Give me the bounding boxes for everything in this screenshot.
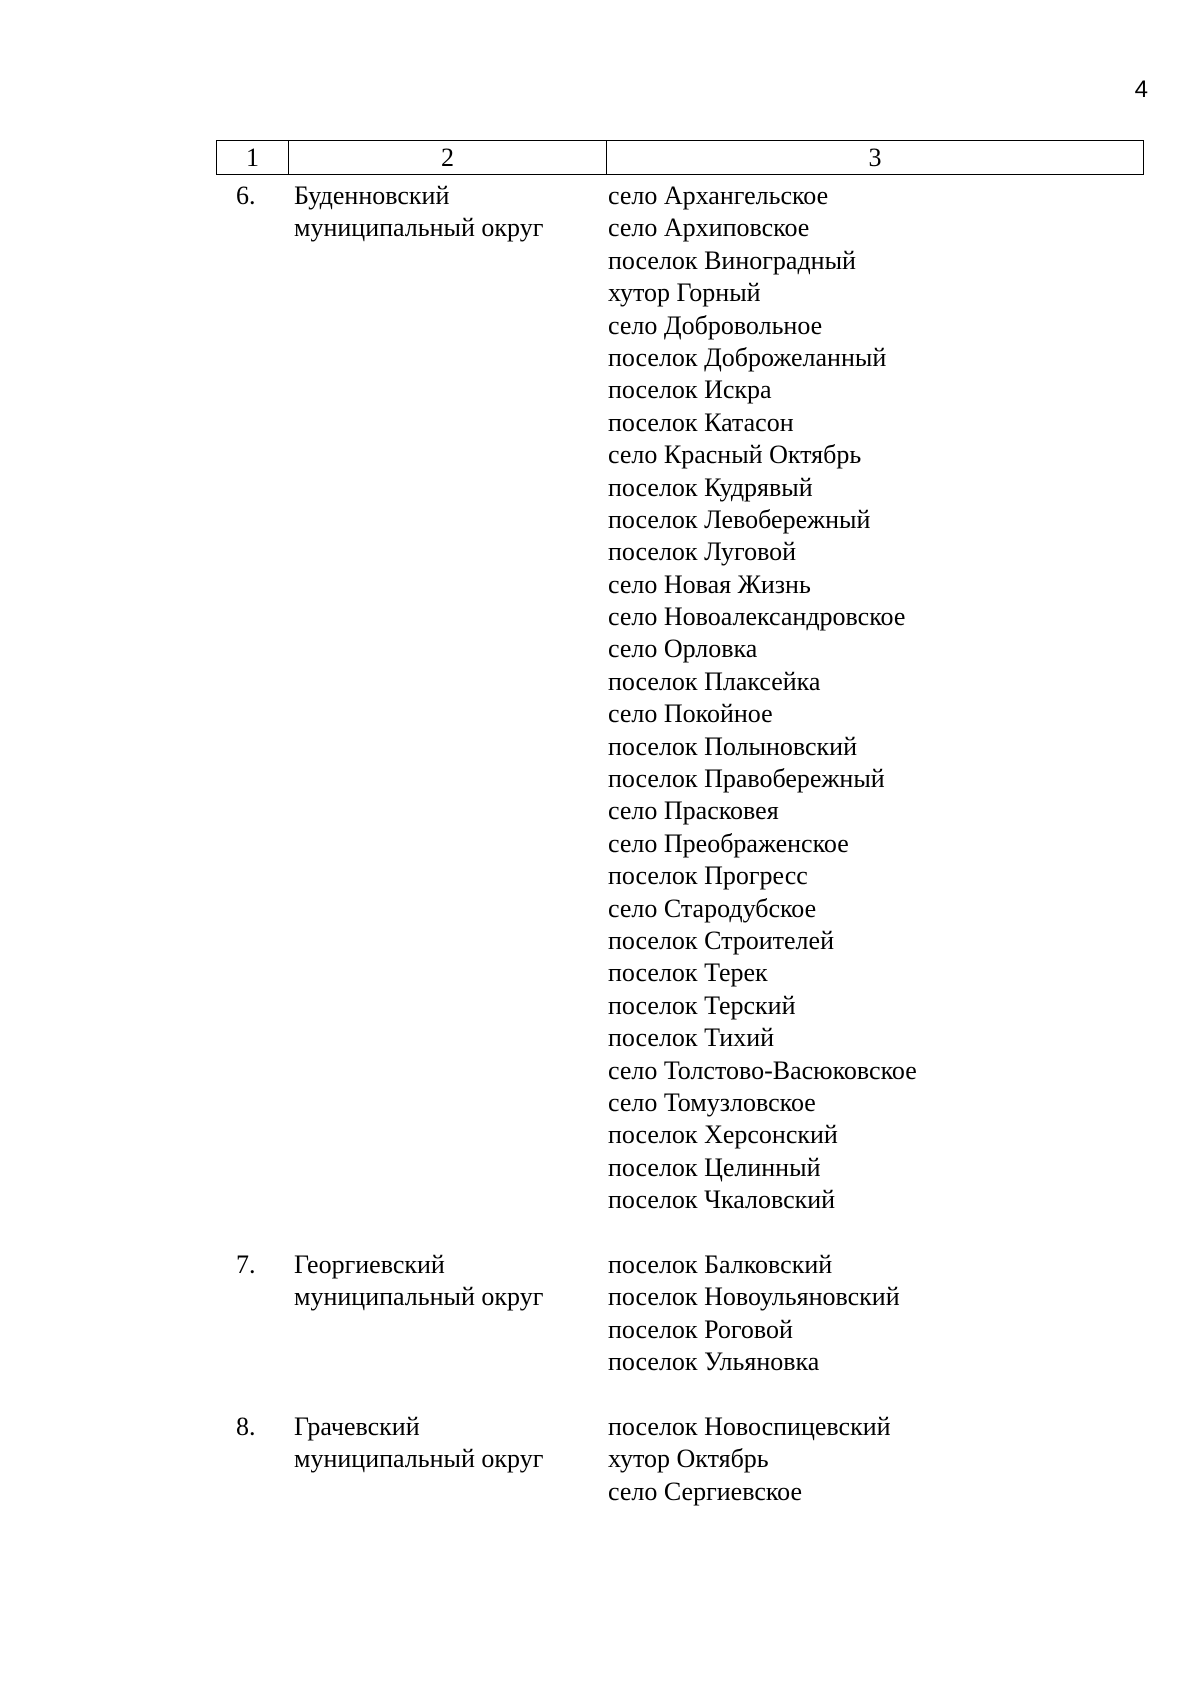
settlement-item: село Красный Октябрь (608, 440, 862, 470)
settlement-item: поселок Катасон (608, 407, 794, 437)
settlement-item: село Новая Жизнь (608, 569, 811, 599)
district-name-line: Георгиевский (294, 1249, 445, 1279)
district-name (294, 1249, 594, 1314)
district-name-line: Грачевский (294, 1411, 420, 1441)
header-col-2: 2 (289, 141, 607, 174)
settlement-item: поселок Терский (608, 990, 796, 1020)
settlement-list (608, 1411, 1200, 1508)
settlement-item: поселок Полыновский (608, 731, 857, 761)
settlement-item: село Сергиевское (608, 1476, 803, 1506)
district-name-line: Буденновский (294, 181, 450, 210)
settlement-item: село Архиповское (608, 213, 810, 243)
table-row (0, 1411, 1200, 1508)
settlement-item: поселок Новоульяновский (608, 1282, 900, 1312)
page-number: 4 (1134, 76, 1148, 103)
settlement-item: поселок Терек (608, 958, 768, 988)
header-col-1: 1 (217, 141, 289, 174)
row-number: 7. (236, 1249, 256, 1279)
table-header-row (216, 140, 1144, 175)
settlement-item: село Архангельское (608, 181, 829, 210)
table-row (0, 180, 1200, 1217)
settlement-item: поселок Чкаловский (608, 1185, 836, 1215)
settlement-item: село Прасковея (608, 796, 779, 826)
settlement-item: поселок Левобережный (608, 504, 871, 534)
settlement-table-body (0, 180, 1200, 1508)
settlement-item: село Новоалександровское (608, 602, 906, 632)
header-col-3: 3 (868, 143, 882, 172)
settlement-item: село Стародубское (608, 893, 817, 923)
settlement-item: хутор Горный (608, 278, 761, 308)
settlement-item: поселок Прогресс (608, 861, 808, 891)
settlement-item: поселок Новоспицевский (608, 1411, 891, 1441)
row-number: 6. (236, 181, 256, 210)
settlement-item: поселок Кудрявый (608, 472, 813, 502)
settlement-item: поселок Балковский (608, 1249, 833, 1279)
settlement-item: поселок Ульяновка (608, 1347, 820, 1377)
settlement-item: село Орловка (608, 634, 758, 664)
settlement-item: поселок Тихий (608, 1023, 775, 1053)
settlement-item: село Томузловское (608, 1087, 816, 1117)
settlement-item: поселок Роговой (608, 1314, 793, 1344)
district-name (294, 1411, 594, 1476)
settlement-item: село Толстово-Васюковское (608, 1055, 917, 1085)
settlement-item: поселок Правобережный (608, 764, 885, 794)
settlement-item: поселок Виноградный (608, 245, 856, 275)
settlement-item: поселок Строителей (608, 925, 834, 955)
table-row (0, 1249, 1200, 1379)
district-name (294, 180, 594, 245)
settlement-item: поселок Херсонский (608, 1120, 838, 1150)
settlement-item: поселок Доброжеланный (608, 342, 887, 372)
settlement-list (608, 180, 1200, 1217)
district-name-line: муниципальный округ (294, 1282, 544, 1312)
settlement-item: село Преображенское (608, 828, 849, 858)
district-name-line: муниципальный округ (294, 1444, 544, 1474)
settlement-item: поселок Плаксейка (608, 666, 821, 696)
settlement-item: хутор Октябрь (608, 1444, 769, 1474)
district-name-line: муниципальный округ (294, 213, 544, 243)
settlement-list (608, 1249, 1200, 1379)
settlement-item: село Добровольное (608, 310, 823, 340)
settlement-item: поселок Луговой (608, 537, 797, 567)
settlement-item: поселок Искра (608, 375, 772, 405)
settlement-item: поселок Целинный (608, 1152, 821, 1182)
settlement-item: село Покойное (608, 699, 773, 729)
row-number: 8. (236, 1411, 256, 1441)
